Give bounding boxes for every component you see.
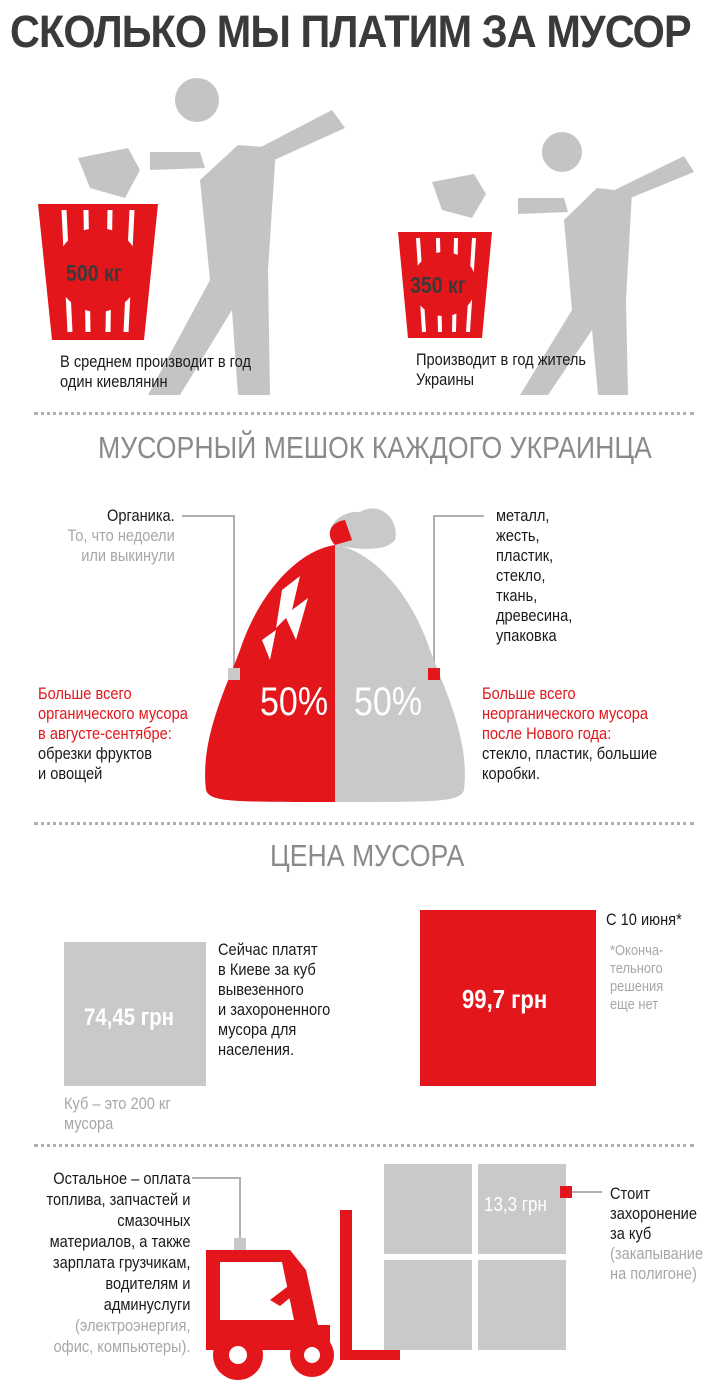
people-trash-illustration: [0, 60, 720, 400]
forklift-icon: [206, 1210, 400, 1380]
burial-price: 13,3 грн: [484, 1194, 547, 1216]
divider: [34, 822, 694, 825]
ukraine-caption: Производит в год житель Украины: [416, 350, 587, 389]
current-price-desc: Сейчас платят в Киеве за куб вывезенного и захороненного мусора для населения.: [218, 940, 331, 1059]
current-price: 74,45 грн: [84, 1004, 175, 1031]
kyiv-caption: В среднем производит в год один киевлянин: [60, 352, 252, 391]
cube-note: Куб – это 200 кг мусора: [64, 1094, 171, 1133]
future-note: *Оконча- тельного решения еще нет: [610, 942, 664, 1013]
paper-icon: [78, 148, 140, 198]
crates-icon: [384, 1164, 566, 1350]
bag-heading: МУСОРНЫЙ МЕШОК КАЖДОГО УКРАИНЦА: [98, 430, 652, 465]
inorganic-items: металл, жесть, пластик, стекло, ткань, древесина, упаковка: [496, 506, 573, 645]
divider: [34, 412, 694, 415]
inorganic-percent: 50%: [354, 680, 423, 724]
future-date: С 10 июня*: [606, 910, 682, 929]
page-title: СКОЛЬКО МЫ ПЛАТИМ ЗА МУСОР: [10, 6, 691, 57]
inorganic-season: Больше всего неорганического мусора после Нового года: стекло, пластик, большие коробки.: [482, 684, 658, 783]
kyiv-amount: 500 кг: [66, 260, 122, 286]
rest-costs: Остальное – оплата топлива, запчастей и смазочных материалов, а также зарплата грузчикам, водителям и админуслуги (электроэнергия, офис, компьютеры).: [45, 1169, 190, 1356]
price-heading: ЦЕНА МУСОРА: [270, 838, 465, 873]
burial-desc: Стоит захоронение за куб (закапывание на полигоне): [610, 1184, 704, 1283]
person-throwing-trash-icon: [148, 78, 345, 395]
organic-percent: 50%: [260, 680, 329, 724]
organic-season: Больше всего органического мусора в августе-сентябре: обрезки фруктов и овощей: [38, 684, 188, 783]
divider: [34, 1144, 694, 1147]
future-price: 99,7 грн: [462, 984, 548, 1014]
ukraine-amount: 350 кг: [410, 272, 466, 298]
paper-icon: [432, 174, 486, 218]
organic-label: Органика. То, что недоели или выкинули: [67, 506, 175, 565]
